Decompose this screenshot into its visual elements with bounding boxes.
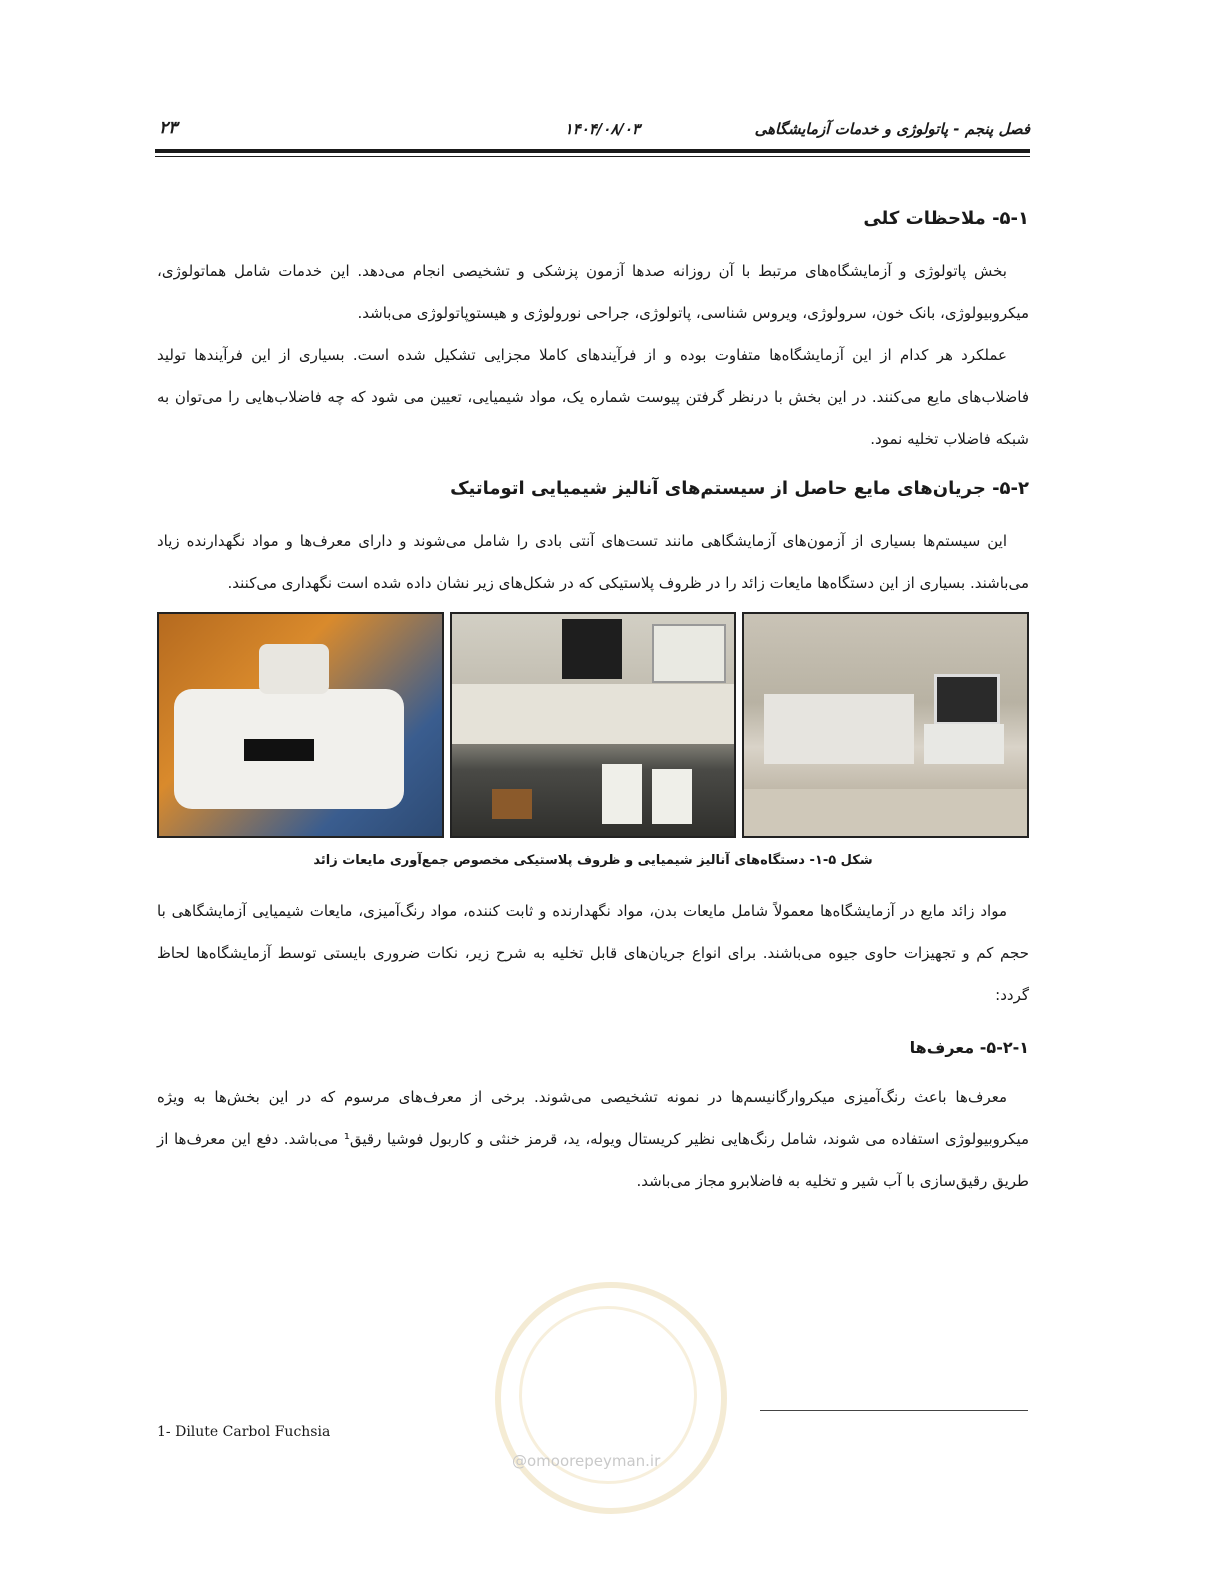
paragraph: معرف‌ها باعث رنگ‌آمیزی میکروارگانیسم‌ها در نمونه تشخیصی می‌شوند. برخی از معرف‌های مرسوم که در این بخش‌ها به ویژه میکروبیولوژی استفاده می شوند، شامل رنگ‌هایی نظیر کریستال ویوله، ید، قرمز خنثی و کاربول فوشیا رقیق¹ می‌باشد. دفع این معرف‌ها از طریق رقیق‌سازی با آب شیر و تخلیه به فاضلابرو مجاز می‌باشد. bbox=[157, 1088, 1030, 1190]
section-heading-general: ۵-۱- ملاحظات کلی bbox=[863, 208, 1029, 229]
waste-container-photo bbox=[157, 612, 444, 838]
figure-caption: شکل ۵-۱- دستگاه‌های آنالیز شیمیایی و ظروف پلاستیکی مخصوص جمع‌آوری مایعات زائد bbox=[313, 853, 873, 868]
page-body bbox=[157, 190, 1029, 1202]
watermark-url: @omoorepeyman.ir bbox=[512, 1452, 661, 1470]
page-header bbox=[155, 112, 1030, 144]
footnote: 1- Dilute Carbol Fuchsia bbox=[157, 1424, 331, 1440]
watermark-seal bbox=[495, 1282, 727, 1514]
header-rule-thin bbox=[155, 156, 1030, 157]
page-number: ۲۳ bbox=[159, 118, 178, 138]
lab-analyzers-row-photo bbox=[742, 612, 1029, 838]
paragraph: این سیستم‌ها بسیاری از آزمون‌های آزمایشگاهی مانند تست‌های آنتی بادی را شامل می‌شوند و دارای معرف‌ها و مواد نگهدارنده زیاد می‌باشند. بسیاری از این دستگاه‌ها مایعات زائد را در ظروف پلاستیکی که در شکل‌های زیر نشان داده شده است نگهداری می‌کنند. bbox=[157, 532, 1029, 592]
chemistry-analyzer-photo bbox=[450, 612, 737, 838]
chapter-title: فصل پنجم - پاتولوژی و خدمات آزمایشگاهی bbox=[754, 120, 1030, 138]
section-heading-liquid-streams: ۵-۲- جریان‌های مایع حاصل از سیستم‌های آنالیز شیمیایی اتوماتیک bbox=[450, 478, 1029, 499]
subsection-heading-reagents: ۵-۲-۱- معرف‌ها bbox=[909, 1038, 1029, 1057]
paragraph: بخش پاتولوژی و آزمایشگاه‌های مرتبط با آن روزانه صدها آزمون پزشکی و تشخیصی انجام می‌دهد. این خدمات شامل هماتولوژی، میکروبیولوژی، بانک خون، سرولوژی، ویروس شناسی، پاتولوژی، جراحی نورولوژی و هیستوپاتولوژی می‌باشد. bbox=[157, 262, 1029, 322]
figure-photos bbox=[157, 612, 1029, 840]
header-date: ۱۴۰۴/۰۸/۰۳ bbox=[564, 120, 640, 138]
footnote-rule bbox=[760, 1410, 1028, 1411]
paragraph: عملکرد هر کدام از این آزمایشگاه‌ها متفاوت بوده و از فرآیندهای کاملا مجزایی تشکیل شده است. بسیاری از این فرآیندها تولید فاضلاب‌های مایع می‌کنند. در این بخش با درنظر گرفتن پیوست شماره یک، مواد شیمیایی، تعیین می شود که چه فاضلاب‌هایی را می‌توان به شبکه فاضلاب تخلیه نمود. bbox=[157, 346, 1029, 448]
header-rule-thick bbox=[155, 149, 1030, 153]
paragraph: مواد زائد مایع در آزمایشگاه‌ها معمولاً شامل مایعات بدن، مواد نگهدارنده و ثابت کننده، مواد رنگ‌آمیزی، مایعات شیمیایی آزمایشگاهی با حجم کم و تجهیزات حاوی جیوه می‌باشند. برای انواع جریان‌های قابل تخلیه به شرح زیر، نکات ضروری بایستی توسط آزمایشگاه‌ها لحاظ گردد: bbox=[157, 902, 1029, 1004]
